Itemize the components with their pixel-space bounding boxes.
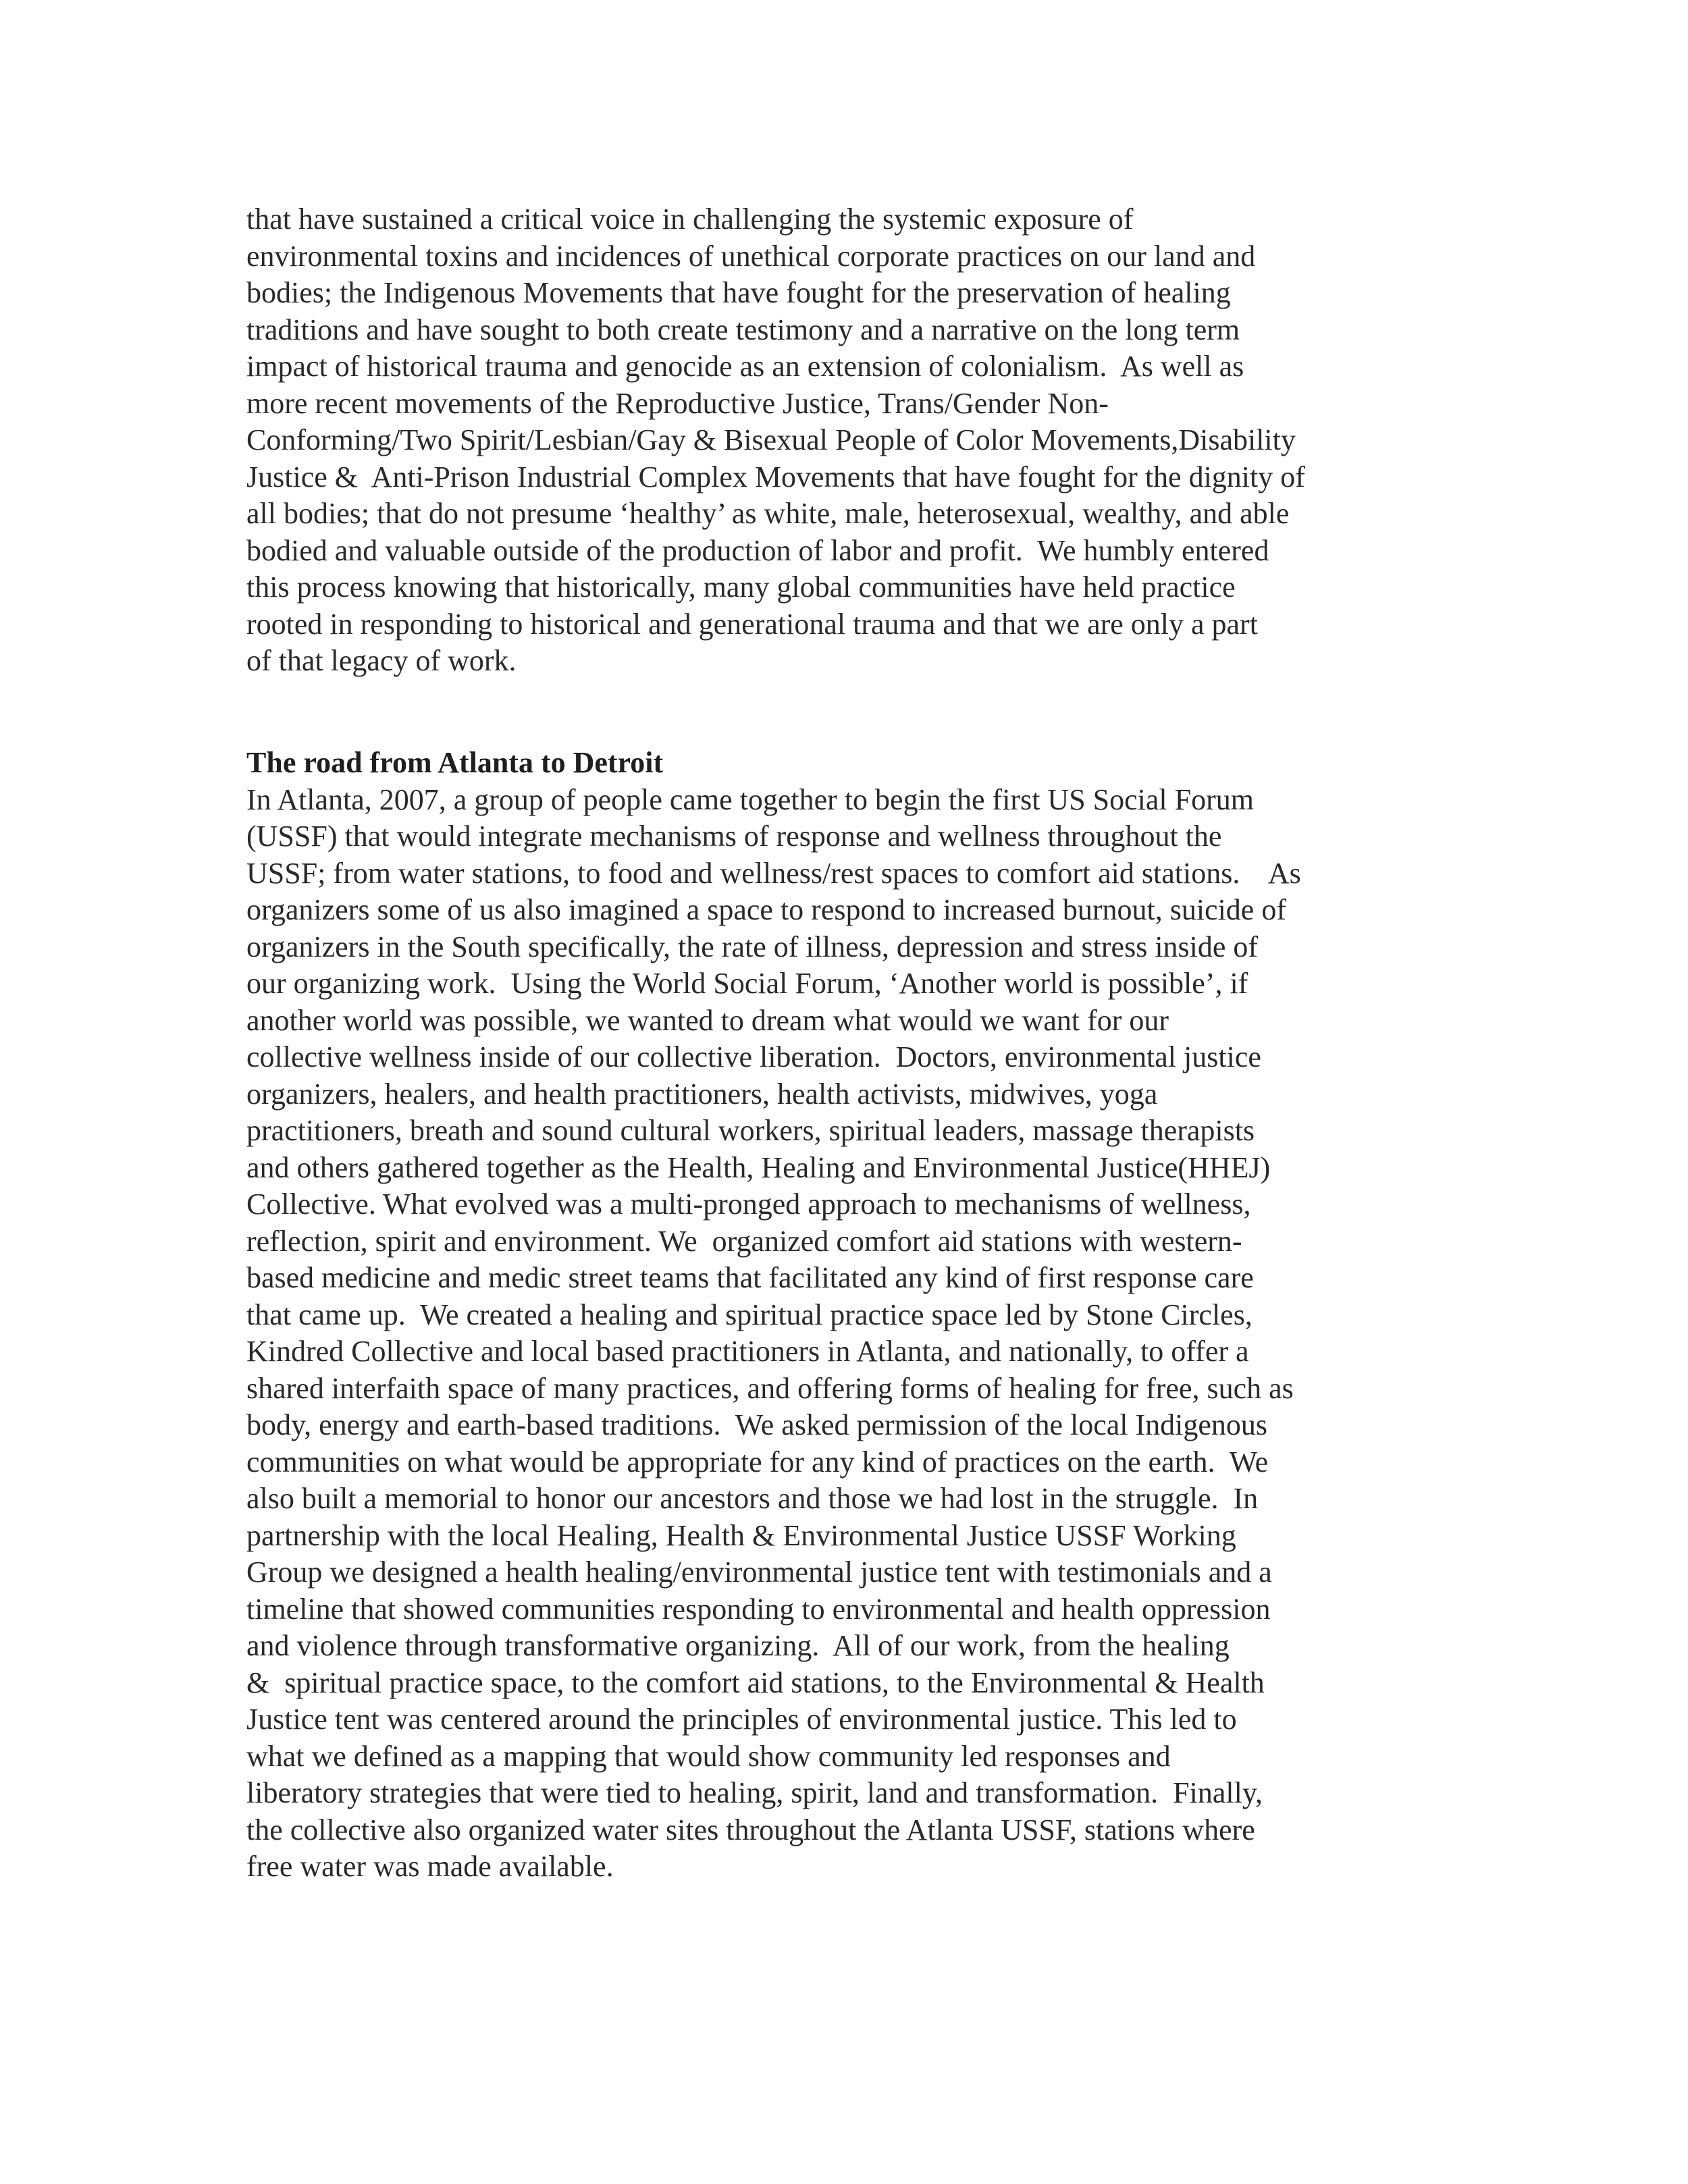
intro-paragraph: [246, 201, 1435, 680]
paragraph-line: Justice tent was centered around the principles of environmental justice. This led to: [246, 1703, 1237, 1736]
paragraph-line: rooted in responding to historical and generational trauma and that we are only a part: [246, 607, 1258, 641]
paragraph-line: organizers, healers, and health practitioners, health activists, midwives, yoga: [246, 1077, 1158, 1111]
paragraph-line: free water was made available.: [246, 1850, 614, 1883]
paragraph-line: Kindred Collective and local based practitioners in Atlanta, and nationally, to offer a: [246, 1335, 1249, 1368]
paragraph-line: shared interfaith space of many practices, and offering forms of healing for free, such as: [246, 1371, 1294, 1405]
paragraph-line: that came up. We created a healing and spiritual practice space led by Stone Circles,: [246, 1298, 1252, 1331]
paragraph-line: traditions and have sought to both create testimony and a narrative on the long term: [246, 313, 1240, 346]
paragraph-line: Group we designed a health healing/environmental justice tent with testimonials and a: [246, 1555, 1272, 1589]
paragraph-line: In Atlanta, 2007, a group of people came together to begin the first US Social Forum: [246, 782, 1255, 816]
paragraph-line: our organizing work. Using the World Social Forum, ‘Another world is possible’, if: [246, 967, 1248, 1000]
paragraph-line: another world was possible, we wanted to dream what would we want for our: [246, 1003, 1169, 1037]
section-heading: The road from Atlanta to Detroit: [246, 746, 664, 779]
paragraph-line: partnership with the local Healing, Health & Environmental Justice USSF Working: [246, 1518, 1236, 1552]
paragraph-line: communities on what would be appropriate for any kind of practices on the earth. We: [246, 1445, 1269, 1479]
paragraph-line: Collective. What evolved was a multi-pronged approach to mechanisms of wellness,: [246, 1188, 1251, 1221]
paragraph-line: based medicine and medic street teams that facilitated any kind of first response care: [246, 1261, 1254, 1294]
paragraph-line: bodied and valuable outside of the production of labor and profit. We humbly entered: [246, 533, 1269, 567]
paragraph-line: all bodies; that do not presume ‘healthy’ as white, male, heterosexual, wealthy, and able: [246, 497, 1290, 530]
paragraph-line: and others gathered together as the Health, Healing and Environmental Justice(HHEJ): [246, 1150, 1271, 1184]
paragraph-line: more recent movements of the Reproductive Justice, Trans/Gender Non-: [246, 386, 1109, 420]
paragraph-line: Justice & Anti-Prison Industrial Complex Movements that have fought for the dignity of: [246, 460, 1305, 494]
section-atlanta-detroit: [246, 745, 1435, 1886]
paragraph-line: (USSF) that would integrate mechanisms of response and wellness throughout the: [246, 820, 1222, 853]
paragraph-line: impact of historical trauma and genocide as an extension of colonialism. As well as: [246, 350, 1244, 383]
paragraph-line: that have sustained a critical voice in challenging the systemic exposure of: [246, 203, 1134, 236]
paragraph-line: also built a memorial to honor our ancestors and those we had lost in the struggle. In: [246, 1482, 1259, 1515]
paragraph-line: organizers in the South specifically, the rate of illness, depression and stress inside of: [246, 930, 1259, 963]
paragraph-line: liberatory strategies that were tied to healing, spirit, land and transformation. Finally,: [246, 1776, 1263, 1809]
paragraph-line: collective wellness inside of our collective liberation. Doctors, environmental justice: [246, 1040, 1261, 1073]
paragraph-line: what we defined as a mapping that would show community led responses and: [246, 1739, 1171, 1773]
paragraph-line: reflection, spirit and environment. We organized comfort aid stations with western-: [246, 1224, 1242, 1258]
paragraph-line: and violence through transformative organizing. All of our work, from the healing: [246, 1629, 1230, 1662]
paragraph-line: bodies; the Indigenous Movements that have fought for the preservation of healing: [246, 276, 1231, 309]
paragraph-line: this process knowing that historically, many global communities have held practice: [246, 570, 1236, 604]
paragraph-line: body, energy and earth-based traditions. We asked permission of the local Indigenous: [246, 1408, 1268, 1441]
paragraph-line: & spiritual practice space, to the comfort aid stations, to the Environmental & Health: [246, 1666, 1265, 1699]
paragraph-line: organizers some of us also imagined a space to respond to increased burnout, suicide of: [246, 893, 1286, 926]
paragraph-line: of that legacy of work.: [246, 644, 517, 677]
paragraph-line: USSF; from water stations, to food and wellness/rest spaces to comfort aid stations. As: [246, 856, 1301, 890]
paragraph-line: timeline that showed communities responding to environmental and health oppression: [246, 1592, 1271, 1626]
paragraph-line: the collective also organized water sites throughout the Atlanta USSF, stations where: [246, 1813, 1255, 1846]
paragraph-line: Conforming/Two Spirit/Lesbian/Gay & Bisexual People of Color Movements,Disability: [246, 423, 1296, 456]
paragraph-line: practitioners, breath and sound cultural workers, spiritual leaders, massage therapists: [246, 1114, 1255, 1147]
paragraph-line: environmental toxins and incidences of unethical corporate practices on our land and: [246, 239, 1256, 273]
